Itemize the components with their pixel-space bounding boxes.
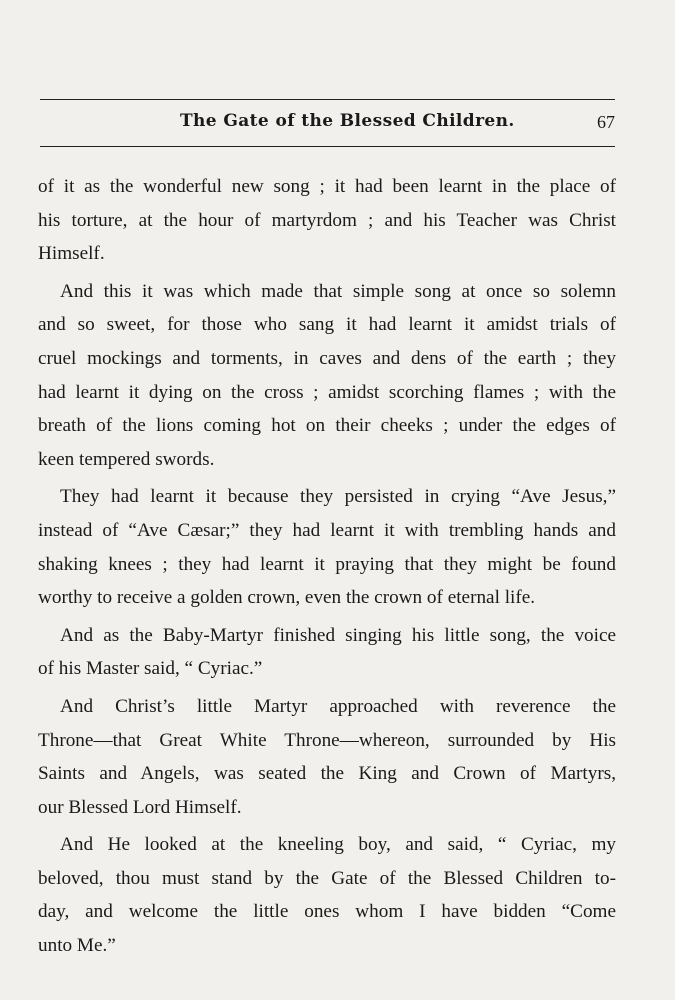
text-line: breath of the lions coming hot on their cheeks ; under the edges of [38,415,616,437]
text-line: They had learnt it because they persisted in crying “Ave Jesus,” [60,486,616,508]
text-line: worthy to receive a golden crown, even the crown of eternal life. [38,587,536,609]
paragraph [38,828,616,962]
text-line: had learnt it dying on the cross ; amidst scorching flames ; with the [38,381,616,403]
text-line: our Blessed Lord Himself. [38,796,242,818]
text-line: And He looked at the kneeling boy, and said, “ Cyriac, my [60,834,616,856]
text-line: Saints and Angels, was seated the King and Crown of Martyrs, [38,763,616,785]
paragraph [38,690,616,824]
text-line: Throne—that Great White Throne—whereon, surrounded by His [38,729,616,751]
header-rule-bottom [40,146,615,147]
text-line: instead of “Ave Cæsar;” they had learnt it with trembling hands and [38,519,616,541]
text-line: of his Master said, “ Cyriac.” [38,658,263,680]
text-line: And as the Baby-Martyr finished singing his little song, the voice [60,624,616,646]
text-line: shaking knees ; they had learnt it praying that they might be found [38,553,616,575]
text-line: day, and welcome the little ones whom I have bidden “Come [38,901,616,923]
text-line: and so sweet, for those who sang it had learnt it amidst trials of [38,314,616,336]
body-text [38,170,616,963]
paragraph [38,619,616,686]
text-line: Himself. [38,243,105,265]
text-line: And this it was which made that simple song at once so solemn [60,280,616,302]
text-line: keen tempered swords. [38,448,215,470]
running-title: The Gate of the Blessed Children. [180,111,515,131]
header-rule-top [40,99,615,100]
text-line: his torture, at the hour of martyrdom ; and his Teacher was Christ [38,209,616,231]
paragraph [38,275,616,477]
text-line: And Christ’s little Martyr approached with reverence the [60,695,616,717]
text-line: cruel mockings and torments, in caves and dens of the earth ; they [38,347,616,369]
text-line: of it as the wonderful new song ; it had been learnt in the place of [38,176,616,197]
running-head [40,109,615,137]
text-line: beloved, thou must stand by the Gate of the Blessed Children to- [38,867,616,889]
text-line: unto Me.” [38,935,116,957]
paragraph [38,480,616,614]
paragraph [38,170,616,271]
page-number: 67 [597,112,615,132]
